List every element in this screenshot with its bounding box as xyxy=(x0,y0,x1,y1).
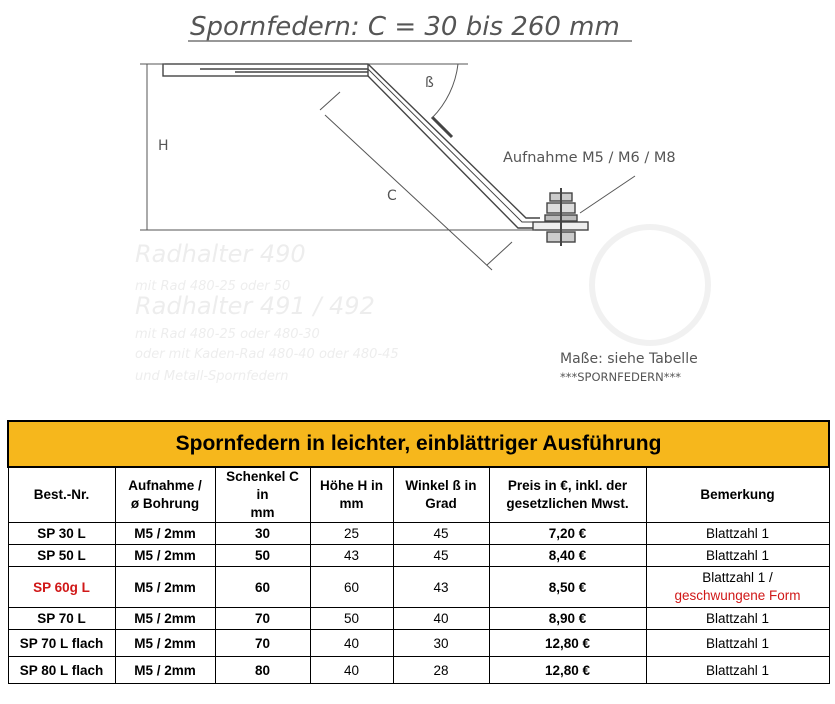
cell-h: 40 xyxy=(310,657,393,684)
column-header-line: gesetzlichen Mwst. xyxy=(506,496,629,511)
column-header-line: mm xyxy=(339,496,364,511)
column-header xyxy=(115,467,215,523)
cell-preis: 8,40 € xyxy=(489,545,646,567)
column-header-line: mm xyxy=(250,505,275,520)
column-header-line: ø Bohrung xyxy=(130,496,200,511)
cell-c: 60 xyxy=(215,567,310,608)
cell-c: 70 xyxy=(215,608,310,630)
cell-preis: 12,80 € xyxy=(489,657,646,684)
svg-text:mit Rad 480-25 oder 50: mit Rad 480-25 oder 50 xyxy=(135,279,291,294)
cell-w: 43 xyxy=(393,567,489,608)
column-header xyxy=(646,467,829,523)
cell-c: 70 xyxy=(215,630,310,657)
cell-bemerkung xyxy=(646,608,829,630)
spec-table xyxy=(7,420,830,684)
cell-aufnahme: M5 / 2mm xyxy=(115,567,215,608)
column-header-line: Grad xyxy=(425,496,457,511)
cell-bemerkung xyxy=(646,567,829,608)
cell-c: 30 xyxy=(215,523,310,545)
table-row xyxy=(8,567,829,608)
column-header xyxy=(489,467,646,523)
cell-bemerkung xyxy=(646,545,829,567)
table-title: Spornfedern in leichter, einblättriger Ausführung xyxy=(8,421,829,467)
column-header xyxy=(310,467,393,523)
cell-h: 25 xyxy=(310,523,393,545)
svg-text:und Metall-Spornfedern: und Metall-Spornfedern xyxy=(135,369,289,384)
cell-aufnahme: M5 / 2mm xyxy=(115,608,215,630)
label-c: C xyxy=(387,188,397,204)
cell-nr: SP 70 L flach xyxy=(8,630,115,657)
cell-nr: SP 50 L xyxy=(8,545,115,567)
column-header xyxy=(215,467,310,523)
cell-bemerkung xyxy=(646,630,829,657)
label-masse: Maße: siehe Tabelle xyxy=(560,351,698,367)
table-row xyxy=(8,523,829,545)
cell-h: 50 xyxy=(310,608,393,630)
cell-h: 60 xyxy=(310,567,393,608)
bemerkung-text: Blattzahl 1 / xyxy=(702,570,773,585)
cell-bemerkung xyxy=(646,523,829,545)
svg-text:oder mit Kaden-Rad 480-40 oder: oder mit Kaden-Rad 480-40 oder 480-45 xyxy=(135,347,399,362)
column-header xyxy=(393,467,489,523)
label-beta: ß xyxy=(425,75,434,91)
cell-nr: SP 70 L xyxy=(8,608,115,630)
cell-h: 43 xyxy=(310,545,393,567)
bemerkung-text: Blattzahl 1 xyxy=(706,662,770,678)
label-aufnahme: Aufnahme M5 / M6 / M8 xyxy=(503,150,676,166)
column-header-line: Best.-Nr. xyxy=(33,487,90,502)
table-row xyxy=(8,608,829,630)
bemerkung-text: Blattzahl 1 xyxy=(706,526,770,541)
cell-c: 80 xyxy=(215,657,310,684)
cell-preis: 8,90 € xyxy=(489,608,646,630)
cell-preis: 8,50 € xyxy=(489,567,646,608)
table-row xyxy=(8,630,829,657)
label-h: H xyxy=(158,138,169,154)
column-header-line: Höhe H in xyxy=(320,478,383,493)
cell-c: 50 xyxy=(215,545,310,567)
svg-text:mit Rad 480-25 oder 480-30: mit Rad 480-25 oder 480-30 xyxy=(135,327,320,342)
bemerkung-note: geschwungene Form xyxy=(674,588,801,603)
drawing-title: Spornfedern: C = 30 bis 260 mm xyxy=(190,12,620,42)
bemerkung-text: Blattzahl 1 xyxy=(706,635,770,651)
cell-w: 45 xyxy=(393,545,489,567)
label-spornfedern: ***SPORNFEDERN*** xyxy=(560,370,681,384)
svg-text:Radhalter 491 / 492: Radhalter 491 / 492 xyxy=(135,292,375,320)
cell-aufnahme: M5 / 2mm xyxy=(115,523,215,545)
table-row xyxy=(8,545,829,567)
bemerkung-text: Blattzahl 1 xyxy=(706,611,770,626)
table-row xyxy=(8,657,829,684)
cell-w: 40 xyxy=(393,608,489,630)
cell-nr: SP 80 L flach xyxy=(8,657,115,684)
column-header-line: Schenkel C in xyxy=(226,469,299,502)
cell-preis: 12,80 € xyxy=(489,630,646,657)
column-header xyxy=(8,467,115,523)
cell-w: 45 xyxy=(393,523,489,545)
svg-text:Radhalter 490: Radhalter 490 xyxy=(135,240,306,268)
cell-nr: SP 30 L xyxy=(8,523,115,545)
cell-preis: 7,20 € xyxy=(489,523,646,545)
cell-w: 30 xyxy=(393,630,489,657)
cell-w: 28 xyxy=(393,657,489,684)
column-header-line: Aufnahme / xyxy=(128,478,202,493)
cell-h: 40 xyxy=(310,630,393,657)
cell-aufnahme: M5 / 2mm xyxy=(115,630,215,657)
column-header-line: Winkel ß in xyxy=(405,478,477,493)
cell-nr: SP 60g L xyxy=(8,567,115,608)
cell-bemerkung xyxy=(646,657,829,684)
bemerkung-text: Blattzahl 1 xyxy=(706,548,770,563)
table-header-row xyxy=(8,467,829,523)
cell-aufnahme: M5 / 2mm xyxy=(115,657,215,684)
table-body xyxy=(8,523,829,684)
cell-aufnahme: M5 / 2mm xyxy=(115,545,215,567)
column-header-line: Bemerkung xyxy=(700,487,775,502)
column-header-line: Preis in €, inkl. der xyxy=(507,478,628,493)
